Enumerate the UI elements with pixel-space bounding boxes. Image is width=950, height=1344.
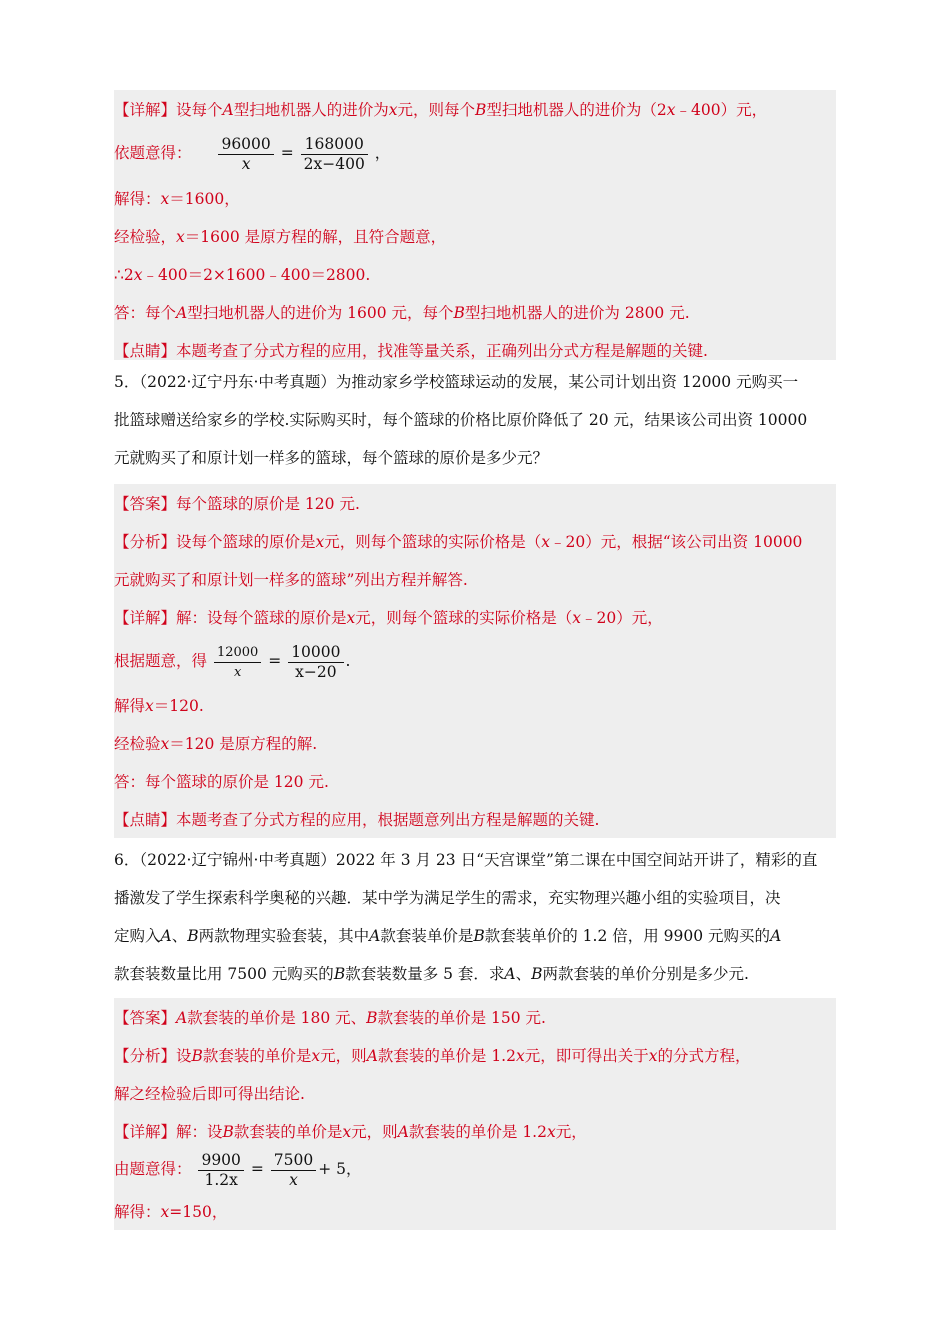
var: B	[475, 101, 487, 119]
var: B	[333, 965, 346, 983]
text: ﹣400＝2×1600﹣400＝2800.	[142, 266, 371, 284]
text: 定购入	[114, 927, 161, 945]
text: ，	[374, 144, 391, 162]
numerator: 168000	[304, 134, 364, 153]
var: x	[342, 1123, 352, 1141]
text: 【详解】解：设每个篮球的原价是	[114, 609, 347, 627]
text: 款套装的单价是 180 元、	[187, 1009, 367, 1027]
q6-question-line-3	[114, 926, 781, 946]
text: 解得	[114, 697, 146, 715]
text: ，	[346, 1160, 362, 1178]
q6-detail-line-1	[114, 1122, 587, 1142]
var: x	[160, 190, 170, 208]
q6-question-line-4	[114, 964, 749, 984]
text: 两款套装的单价分别是多少元.	[542, 965, 749, 983]
numerator: 7500	[273, 1150, 314, 1169]
p4-comment-line	[114, 341, 708, 361]
fraction	[271, 1151, 316, 1190]
p4-solution-block	[114, 90, 836, 360]
fraction	[218, 135, 273, 174]
text: 5．（2022·辽宁丹东·中考真题）为推动家乡学校篮球运动的发展，某公司计划出资 12000 元购买一	[114, 373, 799, 391]
text: =150，	[169, 1203, 228, 1221]
text: 元，则每个篮球的实际价格是（	[324, 533, 542, 551]
var: x	[388, 101, 398, 119]
text: 两款物理实验套装，其中	[198, 927, 370, 945]
text: 元，则	[351, 1123, 398, 1141]
var: A	[504, 965, 516, 983]
text: 【答案】	[114, 1009, 177, 1027]
var: x	[311, 1047, 321, 1065]
equals-sign: =	[268, 652, 282, 670]
var: A	[369, 927, 381, 945]
text: 解之经检验后即可得出结论.	[114, 1085, 305, 1103]
var: x	[133, 266, 143, 284]
text: 播激发了学生探索科学奥秘的兴趣．某中学为满足学生的需求，充实物理兴趣小组的实验项目，决	[114, 889, 781, 907]
text: ﹣20）元，	[581, 609, 663, 627]
var: x	[346, 609, 356, 627]
fraction	[301, 135, 368, 174]
plus-term: + 5	[318, 1160, 347, 1178]
p4-detail-line-4	[114, 227, 446, 247]
var: B	[191, 1047, 203, 1065]
text: 答：每个篮球的原价是 120 元.	[114, 773, 329, 791]
text: 型扫地机器人的进价为（2	[486, 101, 667, 119]
var: A	[397, 1123, 409, 1141]
var: x	[145, 697, 154, 715]
var: x	[546, 1123, 556, 1141]
text: 元就购买了和原计划一样多的篮球，每个篮球的原价是多少元？	[114, 449, 549, 467]
text: 款套装的单价是 1.2	[377, 1047, 516, 1065]
var: x	[515, 1047, 525, 1065]
text: 6．（2022·辽宁锦州·中考真题）2022 年 3 月 23 日“天宫课堂”第二课在中国空间站开讲了，精彩的直	[114, 851, 818, 869]
var: A	[770, 927, 782, 945]
var: x	[160, 1203, 170, 1221]
q6-question-line-1	[114, 850, 817, 870]
denominator: x−20	[288, 662, 343, 682]
text: 元，则每个	[397, 101, 475, 119]
text: ＝1600 是原方程的解，且符合题意，	[184, 228, 447, 246]
q6-question-line-2	[114, 888, 781, 908]
text: ＝120.	[153, 697, 204, 715]
text: 经检验	[114, 735, 161, 753]
q5-detail-line-3	[114, 696, 204, 716]
text: 解得：	[114, 1203, 161, 1221]
q5-analysis-line-1	[114, 532, 802, 552]
text: 款套装的单价是 1.2	[408, 1123, 547, 1141]
q5-analysis-line-2	[114, 570, 468, 590]
text: 型扫地机器人的进价为	[233, 101, 389, 119]
var: B	[187, 927, 199, 945]
var: x	[160, 735, 170, 753]
text: 款套装的单价是 150 元.	[377, 1009, 546, 1027]
p4-detail-line-2	[114, 132, 390, 174]
text: 、	[171, 927, 188, 945]
denominator: x	[218, 154, 273, 174]
text: 型扫地机器人的进价为 2800 元.	[464, 304, 690, 322]
text: 款套装的单价是	[233, 1123, 343, 1141]
text: 款套装单价是	[380, 927, 474, 945]
var: A	[366, 1047, 378, 1065]
text: 答：每个	[114, 304, 177, 322]
var: x	[572, 609, 582, 627]
q6-question-block	[114, 848, 836, 988]
var: x	[176, 228, 185, 246]
var: B	[453, 304, 465, 322]
q6-analysis-line-2	[114, 1084, 305, 1104]
q6-solution-block	[114, 998, 836, 1230]
var: A	[176, 1009, 188, 1027]
text: 元，即可得出关于	[524, 1047, 649, 1065]
text: 元，则	[320, 1047, 367, 1065]
var: x	[315, 533, 325, 551]
text: 依题意得：	[114, 144, 192, 162]
var: B	[366, 1009, 378, 1027]
text: 型扫地机器人的进价为 1600 元，每个	[187, 304, 454, 322]
var: A	[176, 304, 188, 322]
equals-sign: =	[280, 144, 294, 162]
var: x	[666, 101, 676, 119]
q6-analysis-line-1	[114, 1046, 751, 1066]
numerator: 9900	[201, 1150, 241, 1169]
text: 根据题意，得	[114, 652, 208, 670]
var: B	[531, 965, 543, 983]
denominator: 2x−400	[301, 154, 368, 174]
text: .	[345, 652, 351, 670]
text: 批篮球赠送给家乡的学校.实际购买时，每个篮球的价格比原价降低了 20 元，结果该公司出资 10000	[114, 411, 808, 429]
q5-question-block	[114, 370, 836, 480]
denominator: x	[214, 662, 261, 682]
q5-solution-block	[114, 484, 836, 838]
text: 【详解】设每个	[114, 101, 223, 119]
text: ＝1600，	[169, 190, 240, 208]
q6-detail-line-2	[114, 1148, 362, 1190]
numerator: 96000	[221, 134, 271, 153]
var: B	[473, 927, 485, 945]
denominator: x	[271, 1170, 316, 1190]
q5-detail-line-4	[114, 734, 317, 754]
var: x	[541, 533, 551, 551]
text: ＝120 是原方程的解.	[169, 735, 318, 753]
p4-detail-line-1	[114, 100, 767, 120]
text: 元，	[555, 1123, 587, 1141]
var: A	[160, 927, 172, 945]
q5-answer-line	[114, 494, 360, 514]
text: 款套装数量比用 7500 元购买的	[114, 965, 334, 983]
q6-detail-line-3	[114, 1202, 227, 1222]
var: A	[222, 101, 234, 119]
fraction	[288, 643, 343, 682]
text: ﹣20）元，根据“该公司出资 10000	[550, 533, 803, 551]
q5-comment-line	[114, 810, 599, 830]
q6-answer-line	[114, 1008, 546, 1028]
text: 【点睛】本题考查了分式方程的应用，找准等量关系，正确列出分式方程是解题的关键.	[114, 342, 708, 360]
text: 款套装单价的 1.2 倍，用 9900 元购买的	[484, 927, 771, 945]
text: 解得：	[114, 190, 161, 208]
fraction	[214, 643, 261, 682]
text: 元，则每个篮球的实际价格是（	[355, 609, 573, 627]
text: 【点睛】本题考查了分式方程的应用，根据题意列出方程是解题的关键.	[114, 811, 600, 829]
q5-detail-line-5	[114, 772, 329, 792]
p4-detail-line-5	[114, 265, 370, 285]
text: 经检验，	[114, 228, 177, 246]
denominator: 1.2x	[198, 1170, 243, 1190]
q5-question-line-2	[114, 410, 807, 430]
text: 的分式方程，	[657, 1047, 751, 1065]
text: 款套装的单价是	[202, 1047, 312, 1065]
text: 【答案】每个篮球的原价是 120 元.	[114, 495, 360, 513]
q5-detail-line-2	[114, 640, 350, 682]
text: ﹣400）元，	[675, 101, 768, 119]
text: 款套装数量多 5 套．求	[345, 965, 505, 983]
p4-detail-line-3	[114, 189, 240, 209]
numerator: 10000	[291, 642, 341, 661]
fraction	[198, 1151, 243, 1190]
var: B	[222, 1123, 234, 1141]
text: 【分析】设	[114, 1047, 192, 1065]
numerator: 12000	[216, 644, 259, 660]
text: 元就购买了和原计划一样多的篮球”列出方程并解答.	[114, 571, 468, 589]
var: x	[648, 1047, 658, 1065]
text: ∴2	[114, 266, 134, 284]
q5-question-line-1	[114, 372, 798, 392]
text: 【详解】解：设	[114, 1123, 223, 1141]
text: 、	[515, 965, 532, 983]
q5-question-line-3	[114, 448, 548, 468]
text: 由题意得：	[114, 1160, 192, 1178]
equals-sign: =	[250, 1160, 264, 1178]
text: 【分析】设每个篮球的原价是	[114, 533, 316, 551]
q5-detail-line-1	[114, 608, 663, 628]
p4-answer-line	[114, 303, 690, 323]
